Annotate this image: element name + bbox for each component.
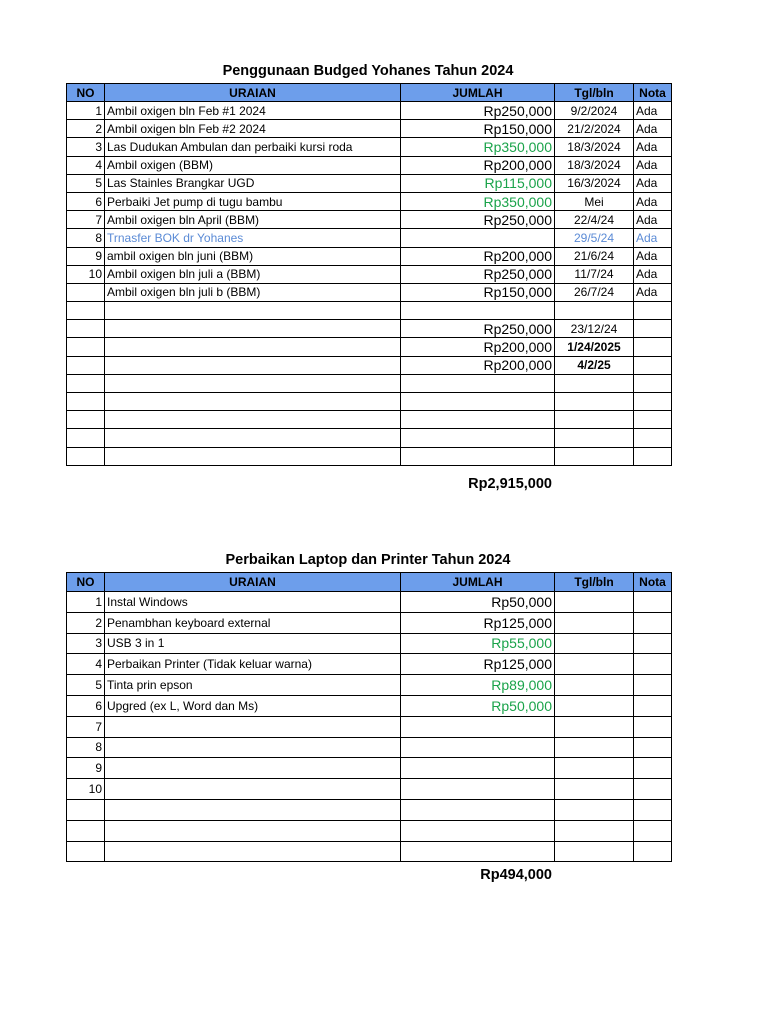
cell-nota <box>634 338 672 356</box>
cell-no: 8 <box>67 737 105 758</box>
table2-title: Perbaikan Laptop dan Printer Tahun 2024 <box>225 552 511 568</box>
cell-uraian: Perbaiki Jet pump di tugu bambu <box>105 192 401 210</box>
cell-no <box>67 429 105 447</box>
cell-no: 6 <box>67 695 105 716</box>
cell-jumlah <box>401 393 555 411</box>
cell-uraian <box>105 820 401 841</box>
table-row <box>67 737 672 758</box>
cell-nota: Ada <box>634 192 672 210</box>
table-row <box>67 447 672 465</box>
header-jumlah: JUMLAH <box>401 84 555 102</box>
cell-jumlah <box>401 302 555 320</box>
cell-nota <box>634 393 672 411</box>
cell-tgl <box>555 592 634 613</box>
table-row <box>67 120 672 138</box>
header-nota: Nota <box>634 573 672 592</box>
cell-tgl: 26/7/24 <box>555 283 634 301</box>
cell-uraian: ambil oxigen bln juni (BBM) <box>105 247 401 265</box>
cell-no <box>67 411 105 429</box>
cell-jumlah: Rp150,000 <box>401 283 555 301</box>
cell-uraian <box>105 737 401 758</box>
cell-nota: Ada <box>634 283 672 301</box>
cell-tgl: 21/2/2024 <box>555 120 634 138</box>
cell-uraian <box>105 447 401 465</box>
cell-tgl <box>555 758 634 779</box>
cell-jumlah <box>401 758 555 779</box>
cell-jumlah: Rp200,000 <box>401 356 555 374</box>
table-row <box>67 411 672 429</box>
table-row <box>67 356 672 374</box>
cell-tgl: Mei <box>555 192 634 210</box>
table-row <box>67 841 672 862</box>
cell-uraian: Ambil oxigen bln juli a (BBM) <box>105 265 401 283</box>
cell-no <box>67 447 105 465</box>
cell-jumlah: Rp200,000 <box>401 247 555 265</box>
cell-nota <box>634 695 672 716</box>
cell-nota <box>634 320 672 338</box>
table-row <box>67 338 672 356</box>
cell-uraian: Penambhan keyboard external <box>105 612 401 633</box>
table-row <box>67 654 672 675</box>
cell-jumlah <box>401 429 555 447</box>
cell-tgl <box>555 447 634 465</box>
cell-uraian <box>105 716 401 737</box>
cell-no: 9 <box>67 247 105 265</box>
table-row <box>67 156 672 174</box>
cell-uraian: Ambil oxigen bln Feb #1 2024 <box>105 102 401 120</box>
cell-nota: Ada <box>634 211 672 229</box>
cell-jumlah: Rp125,000 <box>401 654 555 675</box>
cell-tgl: 18/3/2024 <box>555 138 634 156</box>
table-row <box>67 779 672 800</box>
table-row <box>67 758 672 779</box>
cell-tgl: 4/2/25 <box>555 356 634 374</box>
cell-uraian: Ambil oxigen (BBM) <box>105 156 401 174</box>
table-row <box>67 211 672 229</box>
cell-uraian <box>105 799 401 820</box>
cell-nota <box>634 675 672 696</box>
cell-uraian <box>105 393 401 411</box>
cell-no: 4 <box>67 654 105 675</box>
cell-tgl <box>555 737 634 758</box>
cell-jumlah: Rp200,000 <box>401 338 555 356</box>
cell-jumlah: Rp150,000 <box>401 120 555 138</box>
cell-jumlah: Rp250,000 <box>401 320 555 338</box>
cell-jumlah: Rp89,000 <box>401 675 555 696</box>
cell-no: 6 <box>67 192 105 210</box>
cell-jumlah <box>401 841 555 862</box>
cell-nota: Ada <box>634 102 672 120</box>
cell-tgl: 11/7/24 <box>555 265 634 283</box>
cell-uraian: Perbaikan Printer (Tidak keluar warna) <box>105 654 401 675</box>
cell-jumlah: Rp50,000 <box>401 592 555 613</box>
cell-nota <box>634 633 672 654</box>
header-row <box>67 84 672 102</box>
cell-jumlah <box>401 229 555 247</box>
table-row <box>67 229 672 247</box>
cell-no: 2 <box>67 120 105 138</box>
table-row <box>67 716 672 737</box>
cell-uraian <box>105 411 401 429</box>
budget-table <box>66 83 672 466</box>
table2-total: Rp494,000 <box>480 867 552 883</box>
cell-jumlah: Rp250,000 <box>401 102 555 120</box>
cell-uraian: Las Dudukan Ambulan dan perbaiki kursi roda <box>105 138 401 156</box>
cell-nota: Ada <box>634 247 672 265</box>
cell-no: 5 <box>67 675 105 696</box>
table-row <box>67 138 672 156</box>
cell-uraian: Las Stainles Brangkar UGD <box>105 174 401 192</box>
cell-tgl <box>555 411 634 429</box>
cell-tgl <box>555 374 634 392</box>
cell-jumlah: Rp350,000 <box>401 138 555 156</box>
table-row <box>67 675 672 696</box>
cell-jumlah: Rp200,000 <box>401 156 555 174</box>
cell-tgl: 22/4/24 <box>555 211 634 229</box>
table-row <box>67 174 672 192</box>
header-tgl: Tgl/bln <box>555 84 634 102</box>
cell-uraian: USB 3 in 1 <box>105 633 401 654</box>
cell-nota <box>634 779 672 800</box>
cell-uraian <box>105 758 401 779</box>
cell-nota: Ada <box>634 156 672 174</box>
laptop-printer-table <box>66 572 672 862</box>
table-row <box>67 192 672 210</box>
cell-no <box>67 283 105 301</box>
cell-nota <box>634 429 672 447</box>
header-uraian: URAIAN <box>105 573 401 592</box>
table-row <box>67 393 672 411</box>
cell-tgl: 21/6/24 <box>555 247 634 265</box>
cell-nota <box>634 356 672 374</box>
cell-no: 8 <box>67 229 105 247</box>
cell-tgl <box>555 675 634 696</box>
table-row <box>67 102 672 120</box>
cell-tgl <box>555 633 634 654</box>
cell-nota <box>634 820 672 841</box>
cell-no <box>67 302 105 320</box>
header-row <box>67 573 672 592</box>
cell-no <box>67 374 105 392</box>
table-row <box>67 592 672 613</box>
cell-uraian <box>105 429 401 447</box>
cell-no: 3 <box>67 138 105 156</box>
table-row <box>67 265 672 283</box>
cell-no: 10 <box>67 265 105 283</box>
table-row <box>67 247 672 265</box>
cell-tgl <box>555 654 634 675</box>
cell-nota <box>634 447 672 465</box>
cell-jumlah <box>401 411 555 429</box>
cell-jumlah: Rp125,000 <box>401 612 555 633</box>
cell-jumlah: Rp250,000 <box>401 265 555 283</box>
cell-uraian: Tinta prin epson <box>105 675 401 696</box>
cell-jumlah <box>401 820 555 841</box>
cell-no: 3 <box>67 633 105 654</box>
table-row <box>67 283 672 301</box>
table-row <box>67 695 672 716</box>
cell-uraian <box>105 302 401 320</box>
cell-uraian <box>105 356 401 374</box>
table-row <box>67 820 672 841</box>
cell-uraian: Upgred (ex L, Word dan Ms) <box>105 695 401 716</box>
header-nota: Nota <box>634 84 672 102</box>
cell-tgl <box>555 695 634 716</box>
cell-no <box>67 320 105 338</box>
header-no: NO <box>67 84 105 102</box>
cell-nota <box>634 799 672 820</box>
cell-nota: Ada <box>634 120 672 138</box>
cell-no: 9 <box>67 758 105 779</box>
table-row <box>67 612 672 633</box>
cell-no <box>67 338 105 356</box>
cell-tgl: 29/5/24 <box>555 229 634 247</box>
cell-jumlah <box>401 799 555 820</box>
cell-nota: Ada <box>634 138 672 156</box>
cell-jumlah: Rp50,000 <box>401 695 555 716</box>
cell-no: 10 <box>67 779 105 800</box>
cell-tgl <box>555 716 634 737</box>
cell-tgl <box>555 393 634 411</box>
cell-jumlah <box>401 737 555 758</box>
cell-no: 1 <box>67 102 105 120</box>
table-row <box>67 320 672 338</box>
cell-tgl: 18/3/2024 <box>555 156 634 174</box>
cell-no <box>67 393 105 411</box>
cell-nota <box>634 716 672 737</box>
cell-uraian <box>105 779 401 800</box>
cell-tgl <box>555 612 634 633</box>
cell-no: 1 <box>67 592 105 613</box>
cell-tgl <box>555 799 634 820</box>
cell-uraian <box>105 841 401 862</box>
cell-nota: Ada <box>634 229 672 247</box>
cell-no: 7 <box>67 211 105 229</box>
cell-uraian <box>105 374 401 392</box>
cell-tgl <box>555 429 634 447</box>
header-uraian: URAIAN <box>105 84 401 102</box>
cell-jumlah: Rp55,000 <box>401 633 555 654</box>
cell-tgl: 23/12/24 <box>555 320 634 338</box>
cell-nota: Ada <box>634 174 672 192</box>
cell-nota <box>634 302 672 320</box>
cell-jumlah <box>401 716 555 737</box>
cell-no <box>67 356 105 374</box>
table1-title: Penggunaan Budged Yohanes Tahun 2024 <box>222 63 514 79</box>
cell-tgl: 1/24/2025 <box>555 338 634 356</box>
cell-nota <box>634 737 672 758</box>
cell-tgl <box>555 841 634 862</box>
table-row <box>67 374 672 392</box>
cell-tgl <box>555 779 634 800</box>
table-row <box>67 799 672 820</box>
header-tgl: Tgl/bln <box>555 573 634 592</box>
header-no: NO <box>67 573 105 592</box>
cell-nota <box>634 612 672 633</box>
table1-total: Rp2,915,000 <box>468 476 552 492</box>
cell-nota: Ada <box>634 265 672 283</box>
cell-no: 4 <box>67 156 105 174</box>
header-jumlah: JUMLAH <box>401 573 555 592</box>
cell-tgl: 9/2/2024 <box>555 102 634 120</box>
cell-nota <box>634 374 672 392</box>
cell-nota <box>634 841 672 862</box>
cell-no: 2 <box>67 612 105 633</box>
cell-uraian: Instal Windows <box>105 592 401 613</box>
cell-tgl <box>555 820 634 841</box>
cell-jumlah <box>401 374 555 392</box>
cell-no <box>67 841 105 862</box>
table-row <box>67 633 672 654</box>
cell-nota <box>634 592 672 613</box>
cell-tgl: 16/3/2024 <box>555 174 634 192</box>
cell-uraian <box>105 338 401 356</box>
cell-uraian: Ambil oxigen bln April (BBM) <box>105 211 401 229</box>
cell-uraian: Trnasfer BOK dr Yohanes <box>105 229 401 247</box>
cell-jumlah <box>401 447 555 465</box>
cell-uraian: Ambil oxigen bln Feb #2 2024 <box>105 120 401 138</box>
cell-no <box>67 820 105 841</box>
table-row <box>67 429 672 447</box>
cell-no: 5 <box>67 174 105 192</box>
cell-nota <box>634 654 672 675</box>
cell-no <box>67 799 105 820</box>
cell-jumlah: Rp350,000 <box>401 192 555 210</box>
cell-nota <box>634 758 672 779</box>
table-row <box>67 302 672 320</box>
cell-jumlah: Rp115,000 <box>401 174 555 192</box>
cell-no: 7 <box>67 716 105 737</box>
cell-tgl <box>555 302 634 320</box>
cell-uraian <box>105 320 401 338</box>
cell-uraian: Ambil oxigen bln juli b (BBM) <box>105 283 401 301</box>
cell-nota <box>634 411 672 429</box>
cell-jumlah: Rp250,000 <box>401 211 555 229</box>
cell-jumlah <box>401 779 555 800</box>
